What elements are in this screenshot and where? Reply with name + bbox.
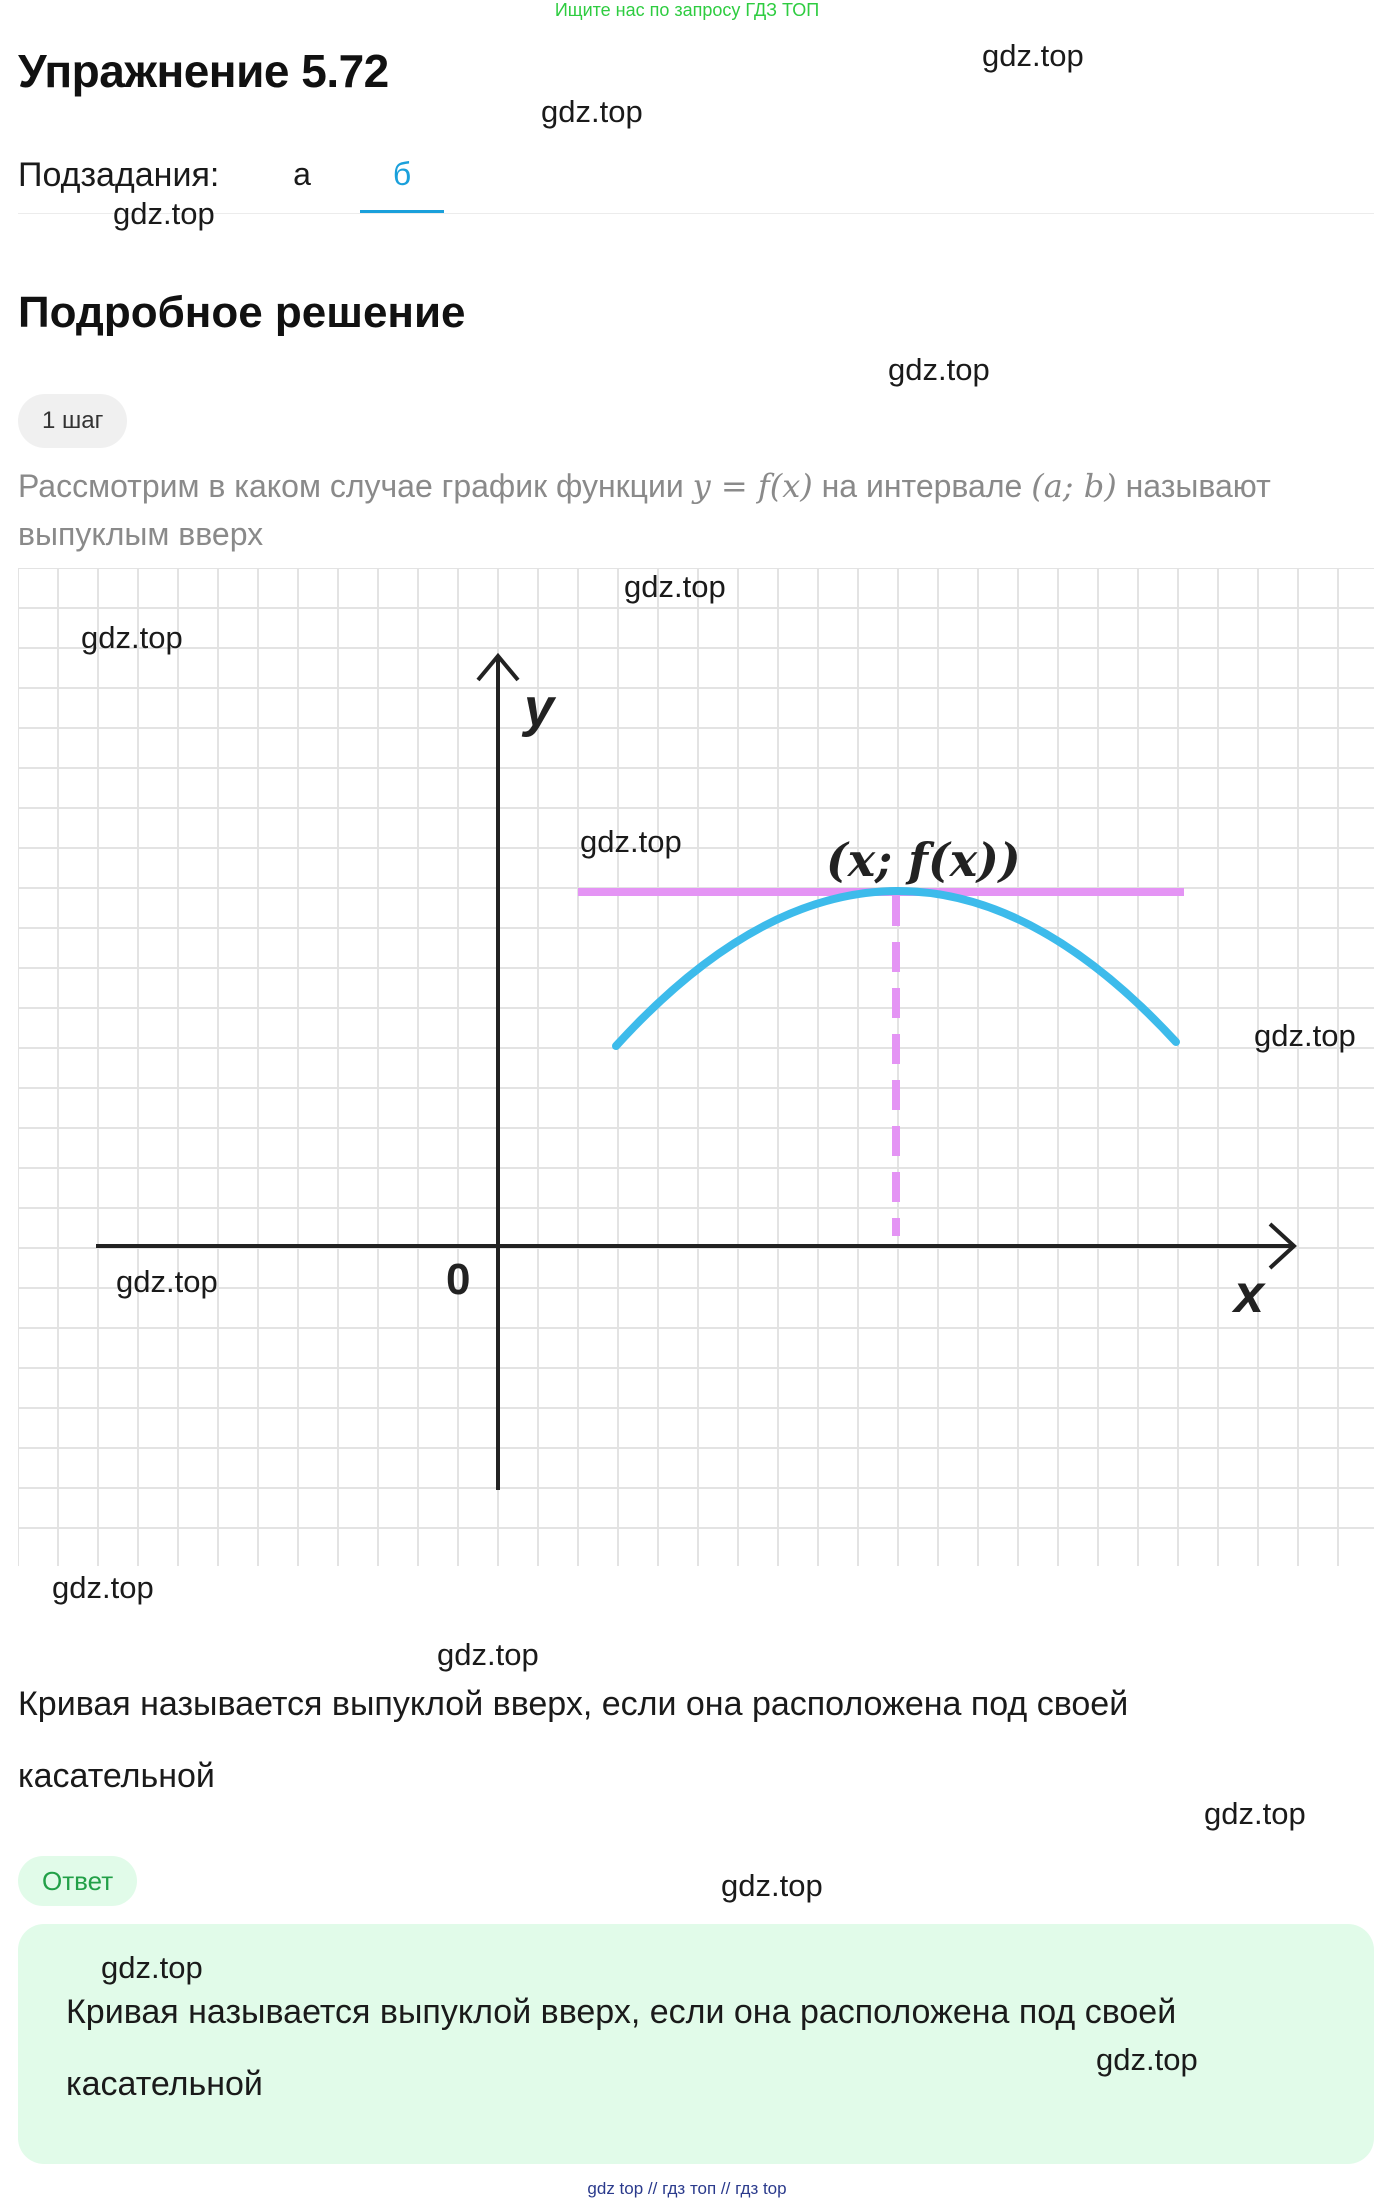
tab-subtask-b[interactable]: б (392, 156, 412, 192)
section-title: Подробное решение (18, 288, 466, 337)
y-axis-label: y (524, 678, 555, 738)
watermark: gdz.top (52, 1570, 154, 1605)
step-text-part: на интервале (812, 468, 1032, 504)
step-description (18, 462, 1358, 558)
watermark: gdz.top (437, 1637, 539, 1672)
watermark: gdz.top (1254, 1018, 1356, 1053)
tabs-divider (18, 213, 1374, 214)
step-text-part: Рассмотрим в каком случае график функции (18, 468, 693, 504)
watermark: gdz.top (982, 38, 1084, 73)
watermark: gdz.top (116, 1264, 218, 1299)
watermark: gdz.top (113, 196, 215, 231)
watermark: gdz.top (101, 1950, 203, 1985)
page-title: Упражнение 5.72 (18, 45, 389, 97)
tab-subtask-a[interactable]: а (293, 156, 311, 192)
answer-badge: Ответ (18, 1856, 137, 1906)
watermark: gdz.top (81, 620, 183, 655)
x-axis-label: x (1234, 1264, 1265, 1324)
step-text-part: называют выпуклым вверх (18, 468, 1271, 552)
origin-label: 0 (446, 1255, 471, 1304)
math-interval: (a; b) (1031, 467, 1117, 505)
step-badge: 1 шаг (18, 394, 127, 448)
convexity-graph (18, 568, 1374, 1570)
footer-links[interactable]: gdz top // гдз топ // гдз top (587, 2179, 787, 2198)
top-banner[interactable]: Ищите нас по запросу ГДЗ ТОП (554, 0, 820, 20)
math-function: y = f(x) (692, 467, 813, 505)
subtasks-label: Подзадания: (18, 156, 220, 194)
tangent-point-label: (x; f(x)) (826, 833, 1021, 887)
watermark: gdz.top (580, 824, 682, 859)
answer-text: Кривая называется выпуклой вверх, если она расположена под своей касательной (66, 1993, 1177, 2103)
definition-text: Кривая называется выпуклой вверх, если она расположена под своей касательной (18, 1685, 1129, 1795)
watermark: gdz.top (1096, 2042, 1198, 2077)
watermark: gdz.top (721, 1868, 823, 1903)
watermark: gdz.top (541, 94, 643, 129)
watermark: gdz.top (624, 569, 726, 604)
watermark: gdz.top (888, 352, 990, 387)
graph-grid (18, 568, 1374, 1566)
watermark: gdz.top (1204, 1796, 1306, 1831)
